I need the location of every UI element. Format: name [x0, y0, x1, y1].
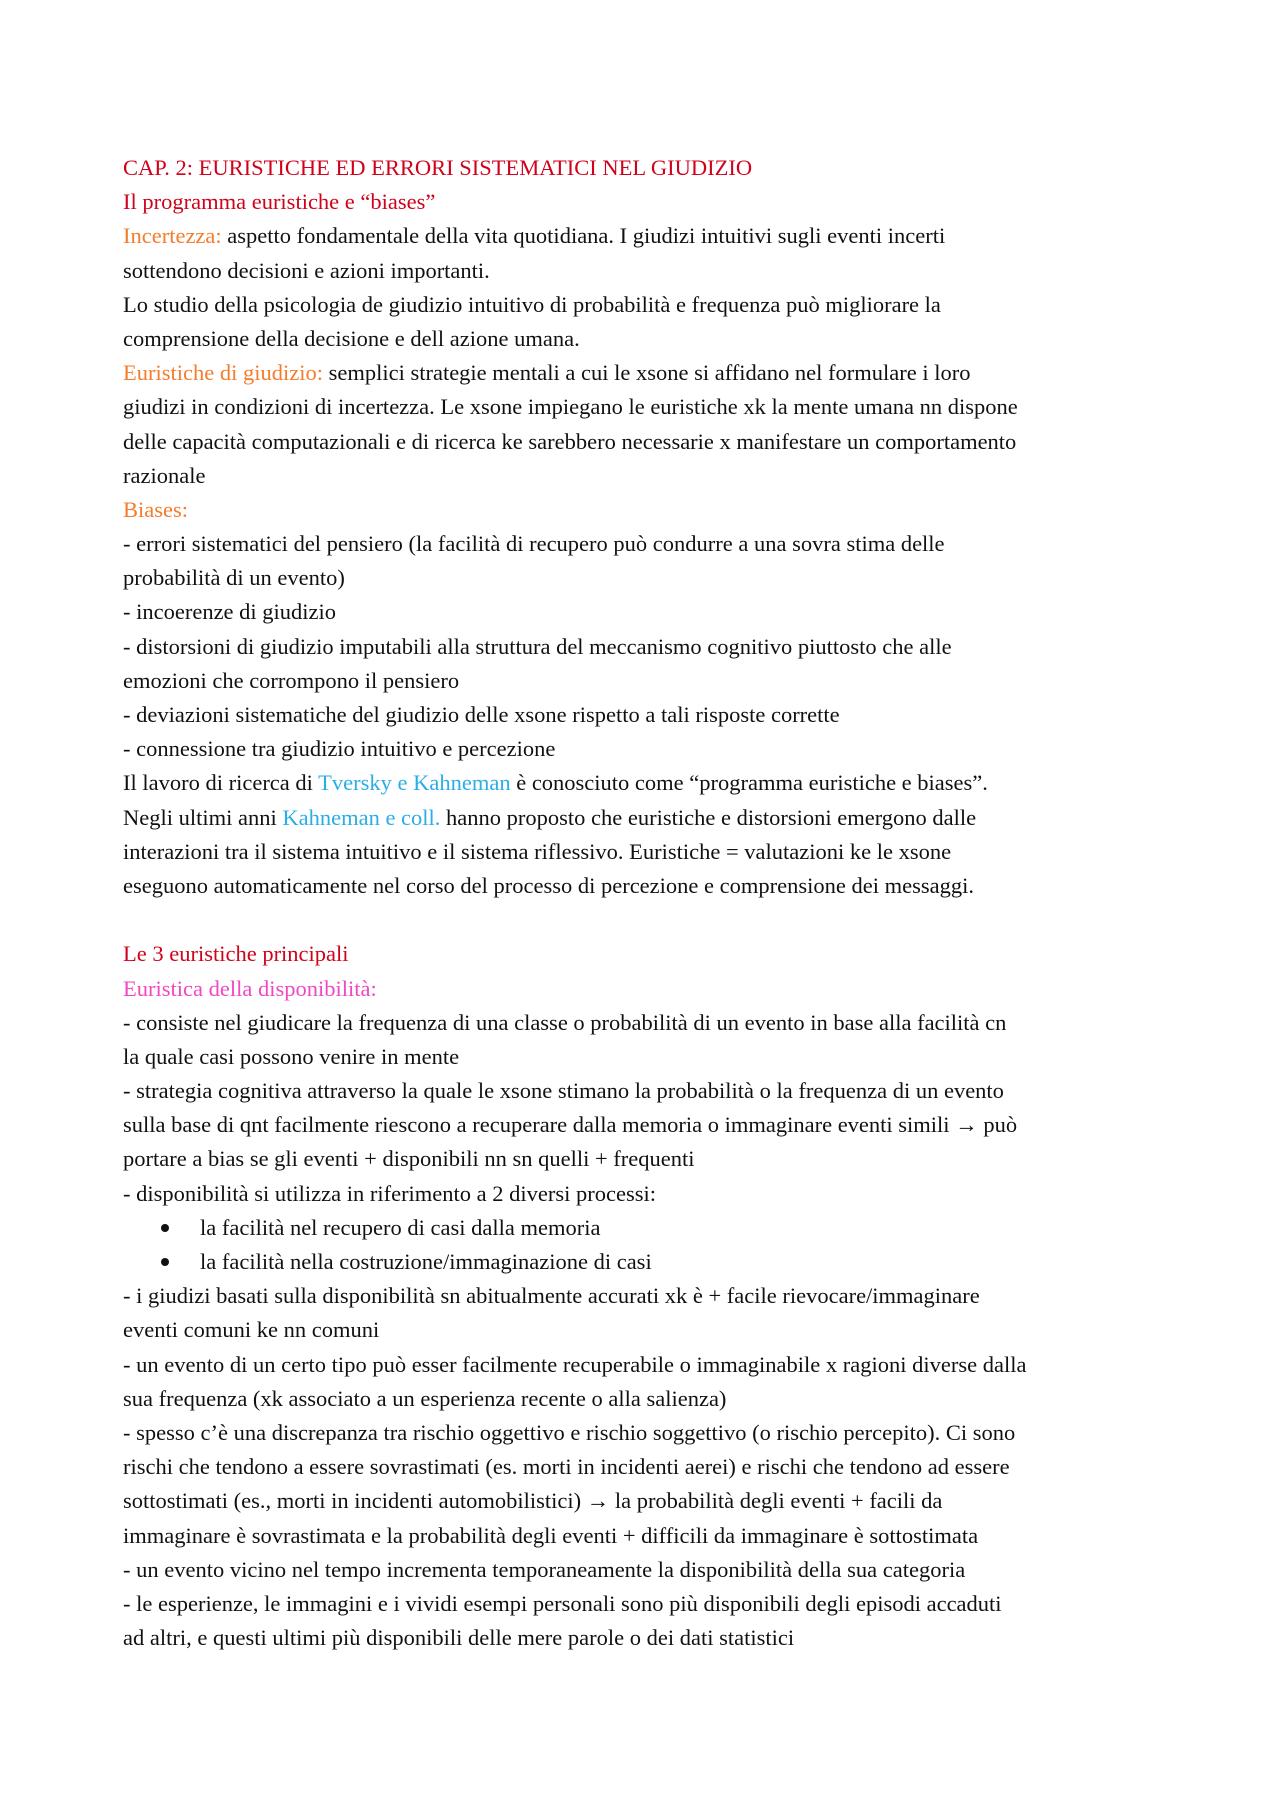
biases-line: - deviazioni sistematiche del giudizio delle xsone rispetto a tali risposte corrette [123, 702, 840, 727]
term-euristiche-giudizio: Euristiche di giudizio: [123, 360, 323, 386]
paragraph-line: eventi comuni ke nn comuni [123, 1317, 380, 1343]
paragraph-lavoro: Il lavoro di ricerca di Tversky e Kahneman è conosciuto come “programma euristiche e biases”. [123, 770, 988, 796]
bullet-icon [161, 1224, 169, 1232]
paragraph-line: sottostimati (es., morti in incidenti automobilistici) → la probabilità degli eventi + facili da [123, 1488, 943, 1514]
paragraph-line: - strategia cognitiva attraverso la quale le xsone stimano la probabilità o la frequenza di un evento [123, 1078, 1004, 1104]
author-tversky-kahneman: Tversky e Kahneman [318, 770, 511, 796]
document-page [123, 151, 1173, 1655]
term-incertezza: Incertezza: [123, 223, 222, 249]
author-kahneman-coll: Kahneman e coll. [282, 804, 441, 830]
paragraph-line: - i giudizi basati sulla disponibilità sn abitualmente accurati xk è + facile rievocare/immaginare [123, 1283, 980, 1309]
paragraph-line: eseguono automaticamente nel corso del processo di percezione e comprensione dei messaggi. [123, 872, 974, 898]
list-item: la facilità nella costruzione/immaginazione di casi [123, 1245, 1173, 1279]
paragraph-line: la quale casi possono venire in mente [123, 1043, 460, 1069]
section-title-euristiche-principali: Le 3 euristiche principali [123, 941, 349, 967]
biases-line: - incoerenze di giudizio [123, 599, 337, 625]
paragraph-line: giudizi in condizioni di incertezza. Le xsone impiegano le euristiche xk la mente umana nn dispone [123, 394, 1018, 420]
chapter-title: CAP. 2: EURISTICHE ED ERRORI SISTEMATICI NEL GIUDIZIO [123, 155, 753, 180]
paragraph-line: interazioni tra il sistema intuitivo e il sistema riflessivo. Euristiche = valutazioni ke le xsone [123, 838, 952, 864]
arrow-right-icon: → [586, 1488, 610, 1514]
biases-line: - distorsioni di giudizio imputabili alla struttura del meccanismo cognitivo piuttosto che alle [123, 633, 952, 659]
arrow-right-icon: → [955, 1112, 978, 1138]
paragraph-line: rischi che tendono a essere sovrastimati (es. morti in incidenti aerei) e rischi che tendono ad essere [123, 1454, 1010, 1480]
paragraph-line: - un evento vicino nel tempo incrementa temporaneamente la disponibilità della sua categoria [123, 1556, 966, 1582]
paragraph-line: - disponibilità si utilizza in riferimento a 2 diversi processi: [123, 1180, 657, 1206]
subheading-disponibilita: Euristica della disponibilità: [123, 975, 377, 1001]
biases-line: probabilità di un evento) [123, 565, 345, 591]
section-title-programma: Il programma euristiche e “biases” [123, 189, 436, 215]
list-item: la facilità nel recupero di casi dalla memoria [123, 1211, 1173, 1245]
paragraph-line: - spesso c’è una discrepanza tra rischio oggettivo e rischio soggettivo (o rischio percepito). Ci sono [123, 1419, 1016, 1445]
paragraph-line: sottendono decisioni e azioni importanti. [123, 257, 490, 283]
paragraph-line: portare a bias se gli eventi + disponibili nn sn quelli + frequenti [123, 1146, 695, 1172]
paragraph-incertezza: Incertezza: aspetto fondamentale della vita quotidiana. I giudizi intuitivi sugli eventi incerti [123, 223, 946, 249]
paragraph-line: razionale [123, 462, 206, 488]
spacer [123, 903, 1173, 937]
paragraph-line: - le esperienze, le immagini e i vividi esempi personali sono più disponibili degli episodi accaduti [123, 1590, 1002, 1616]
paragraph-line: Negli ultimi anni Kahneman e coll. hanno proposto che euristiche e distorsioni emergono dalle [123, 804, 977, 830]
paragraph-line: comprensione della decisione e dell azione umana. [123, 325, 580, 351]
biases-line: emozioni che corrompono il pensiero [123, 667, 460, 693]
paragraph-line: ad altri, e questi ultimi più disponibili delle mere parole o dei dati statistici [123, 1625, 795, 1651]
biases-line: - errori sistematici del pensiero (la facilità di recupero può condurre a una sovra stima delle [123, 531, 945, 557]
paragraph-line: - un evento di un certo tipo può esser facilmente recuperabile o immaginabile x ragioni diverse dalla [123, 1351, 1027, 1377]
paragraph-studio: Lo studio della psicologia de giudizio intuitivo di probabilità e frequenza può migliorare la [123, 291, 941, 317]
paragraph-line: delle capacità computazionali e di ricerca ke sarebbero necessarie x manifestare un comportamento [123, 428, 1017, 454]
biases-line: - connessione tra giudizio intuitivo e percezione [123, 736, 556, 762]
paragraph-line: sulla base di qnt facilmente riescono a recuperare dalla memoria o immaginare eventi simili → può [123, 1112, 1018, 1138]
term-biases: Biases: [123, 496, 188, 522]
paragraph-line: - consiste nel giudicare la frequenza di una classe o probabilità di un evento in base alla facilità cn [123, 1009, 1007, 1035]
paragraph-line: sua frequenza (xk associato a un esperienza recente o alla salienza) [123, 1385, 727, 1411]
paragraph-euristiche-giudizio: Euristiche di giudizio: semplici strategie mentali a cui le xsone si affidano nel formulare i loro [123, 360, 971, 386]
bullet-icon [161, 1258, 169, 1266]
paragraph-line: immaginare è sovrastimata e la probabilità degli eventi + difficili da immaginare è sottostimata [123, 1522, 979, 1548]
